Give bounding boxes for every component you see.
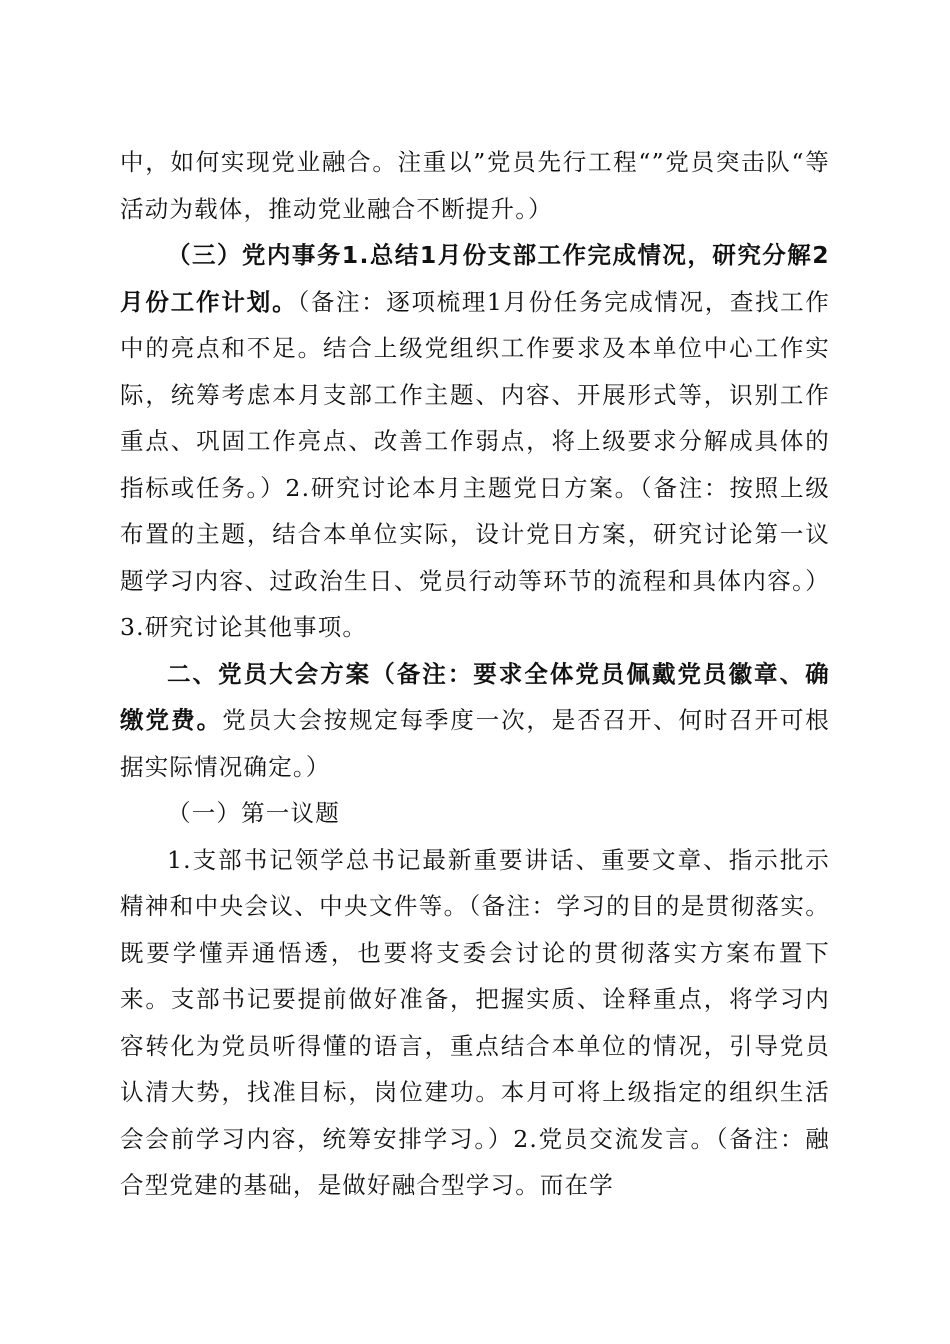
paragraph-continuation: 中，如何实现党业融合。注重以”党员先行工程“”党员突击队“等活动为载体，推动党业融合不断提升。）: [120, 148, 830, 223]
paragraph-first-topic-body: 1.支部书记领学总书记最新重要讲话、重要文章、指示批示精神和中央会议、中央文件等。（备注：学习的目的是贯彻落实。既要学懂弄通悟透，也要将支委会讨论的贯彻落实方案布置下来。支部书记要提前做好准备，把握实质、诠释重点，将学习内容转化为党员听得懂的语言，重点结合本单位的情况，引导党员认清大势，找准目标，岗位建功。本月可将上级指定的组织生活会会前学习内容，统筹安排学习。）2.党员交流发言。（备注：融合型党建的基础，是做好融合型学习。而在学: [120, 845, 830, 1199]
document-page: [120, 139, 830, 1209]
members-meeting-heading: 二、党员大会方案（备注：要求全体党员佩戴党员徽章、确缴党费。: [120, 659, 830, 734]
paragraph-members-meeting: [120, 651, 830, 791]
paragraph-party-affairs: [120, 232, 830, 651]
section-first-topic-heading: （一）第一议题: [167, 799, 340, 827]
party-affairs-heading: （三）党内事务1.总结1月份支部工作完成情况，研究分解2月份工作计划。: [120, 241, 830, 316]
members-meeting-body: 党员大会按规定每季度一次，是否召开、何时召开可根据实际情况确定。）: [120, 706, 830, 781]
party-affairs-body: （备注：逐项梳理1月份任务完成情况，查找工作中的亮点和不足。结合上级党组织工作要求及本单位中心工作实际，统筹考虑本月支部工作主题、内容、开展形式等，识别工作重点、巩固工作亮点、改善工作弱点，将上级要求分解成具体的指标或任务。）2.研究讨论本月主题党日方案。（备注：按照上级布置的主题，结合本单位实际，设计党日方案，研究讨论第一议题学习内容、过政治生日、党员行动等环节的流程和具体内容。）3.研究讨论其他事项。: [120, 287, 830, 641]
